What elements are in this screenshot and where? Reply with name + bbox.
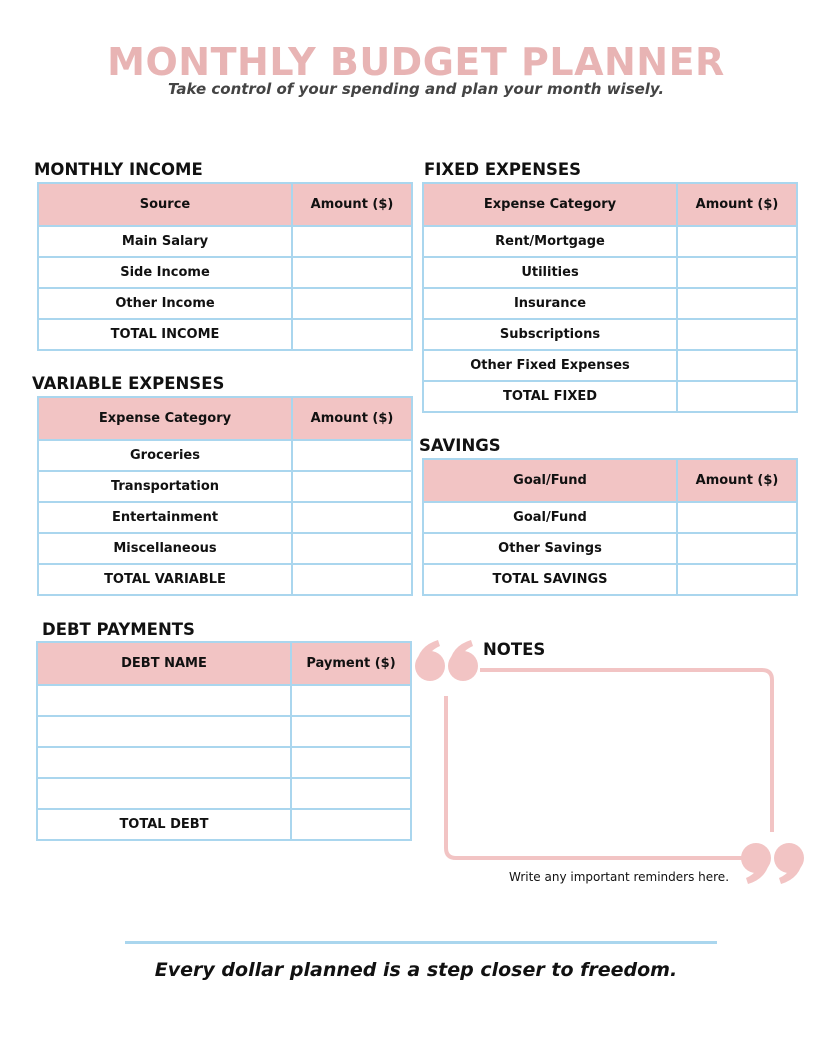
table-row: [423, 533, 797, 564]
variable-header-amount: Amount ($): [292, 397, 412, 440]
table-row: [423, 350, 797, 381]
fixed-row-label: Subscriptions: [423, 319, 677, 350]
debt-total-label: TOTAL DEBT: [37, 809, 291, 840]
footer-quote: Every dollar planned is a step closer to freedom.: [154, 959, 678, 981]
savings-header-goal: Goal/Fund: [423, 459, 677, 502]
income-row-label: Main Salary: [38, 226, 292, 257]
savings-amount-cell[interactable]: [677, 502, 797, 533]
table-row: [423, 381, 797, 412]
fixed-amount-cell[interactable]: [677, 226, 797, 257]
variable-expenses-table: [37, 396, 413, 596]
variable-total-label: TOTAL VARIABLE: [38, 564, 292, 595]
income-section-title: MONTHLY INCOME: [34, 160, 203, 179]
income-total-label: TOTAL INCOME: [38, 319, 292, 350]
fixed-row-label: Other Fixed Expenses: [423, 350, 677, 381]
fixed-total-cell[interactable]: [677, 381, 797, 412]
income-amount-cell[interactable]: [292, 226, 412, 257]
fixed-expenses-table: [422, 182, 798, 413]
table-row: [38, 288, 412, 319]
income-amount-cell[interactable]: [292, 257, 412, 288]
page-subtitle: Take control of your spending and plan your month wisely.: [167, 80, 665, 98]
savings-total-label: TOTAL SAVINGS: [423, 564, 677, 595]
variable-total-cell[interactable]: [292, 564, 412, 595]
variable-row-label: Miscellaneous: [38, 533, 292, 564]
table-row: [423, 502, 797, 533]
income-table: [37, 182, 413, 351]
table-row: [423, 226, 797, 257]
table-row: [38, 502, 412, 533]
footer-divider: [125, 941, 717, 944]
debt-section-title: DEBT PAYMENTS: [42, 620, 195, 639]
fixed-row-label: Insurance: [423, 288, 677, 319]
income-amount-cell[interactable]: [292, 288, 412, 319]
open-quote-icon: [415, 640, 478, 681]
fixed-amount-cell[interactable]: [677, 350, 797, 381]
variable-row-label: Entertainment: [38, 502, 292, 533]
variable-amount-cell[interactable]: [292, 471, 412, 502]
table-row: [38, 564, 412, 595]
notes-section-title: NOTES: [483, 640, 546, 659]
fixed-section-title: FIXED EXPENSES: [424, 160, 582, 179]
notes-writing-area[interactable]: [450, 684, 766, 852]
fixed-total-label: TOTAL FIXED: [423, 381, 677, 412]
variable-section-title: VARIABLE EXPENSES: [32, 374, 225, 393]
fixed-header-amount: Amount ($): [677, 183, 797, 226]
variable-amount-cell[interactable]: [292, 502, 412, 533]
savings-row-label: Other Savings: [423, 533, 677, 564]
table-row: [37, 747, 411, 778]
income-header-amount: Amount ($): [292, 183, 412, 226]
debt-name-cell[interactable]: [37, 716, 291, 747]
debt-name-cell[interactable]: [37, 747, 291, 778]
debt-payment-cell[interactable]: [291, 778, 411, 809]
savings-amount-cell[interactable]: [677, 533, 797, 564]
variable-row-label: Groceries: [38, 440, 292, 471]
fixed-amount-cell[interactable]: [677, 319, 797, 350]
table-row: [38, 533, 412, 564]
variable-row-label: Transportation: [38, 471, 292, 502]
variable-amount-cell[interactable]: [292, 533, 412, 564]
variable-header-category: Expense Category: [38, 397, 292, 440]
page-title: MONTHLY BUDGET PLANNER: [107, 40, 725, 84]
fixed-header-category: Expense Category: [423, 183, 677, 226]
table-row: [37, 778, 411, 809]
savings-total-cell[interactable]: [677, 564, 797, 595]
income-row-label: Other Income: [38, 288, 292, 319]
debt-payment-cell[interactable]: [291, 747, 411, 778]
table-row: [423, 257, 797, 288]
table-row: [38, 471, 412, 502]
table-row: [423, 564, 797, 595]
table-row: [423, 288, 797, 319]
debt-name-cell[interactable]: [37, 685, 291, 716]
fixed-row-label: Utilities: [423, 257, 677, 288]
debt-payment-cell[interactable]: [291, 685, 411, 716]
income-header-source: Source: [38, 183, 292, 226]
table-row: [37, 809, 411, 840]
debt-name-cell[interactable]: [37, 778, 291, 809]
table-row: [38, 319, 412, 350]
variable-amount-cell[interactable]: [292, 440, 412, 471]
table-row: [38, 257, 412, 288]
debt-header-name: DEBT NAME: [37, 642, 291, 685]
savings-table: [422, 458, 798, 596]
savings-row-label: Goal/Fund: [423, 502, 677, 533]
table-row: [38, 226, 412, 257]
fixed-amount-cell[interactable]: [677, 288, 797, 319]
fixed-amount-cell[interactable]: [677, 257, 797, 288]
table-row: [37, 716, 411, 747]
notes-caption: Write any important reminders here.: [509, 870, 730, 884]
table-row: [38, 440, 412, 471]
table-row: [423, 319, 797, 350]
debt-payment-cell[interactable]: [291, 716, 411, 747]
savings-header-amount: Amount ($): [677, 459, 797, 502]
income-row-label: Side Income: [38, 257, 292, 288]
fixed-row-label: Rent/Mortgage: [423, 226, 677, 257]
debt-payments-table: [36, 641, 412, 841]
savings-section-title: SAVINGS: [419, 436, 501, 455]
income-total-cell[interactable]: [292, 319, 412, 350]
debt-total-cell[interactable]: [291, 809, 411, 840]
debt-header-payment: Payment ($): [291, 642, 411, 685]
table-row: [37, 685, 411, 716]
